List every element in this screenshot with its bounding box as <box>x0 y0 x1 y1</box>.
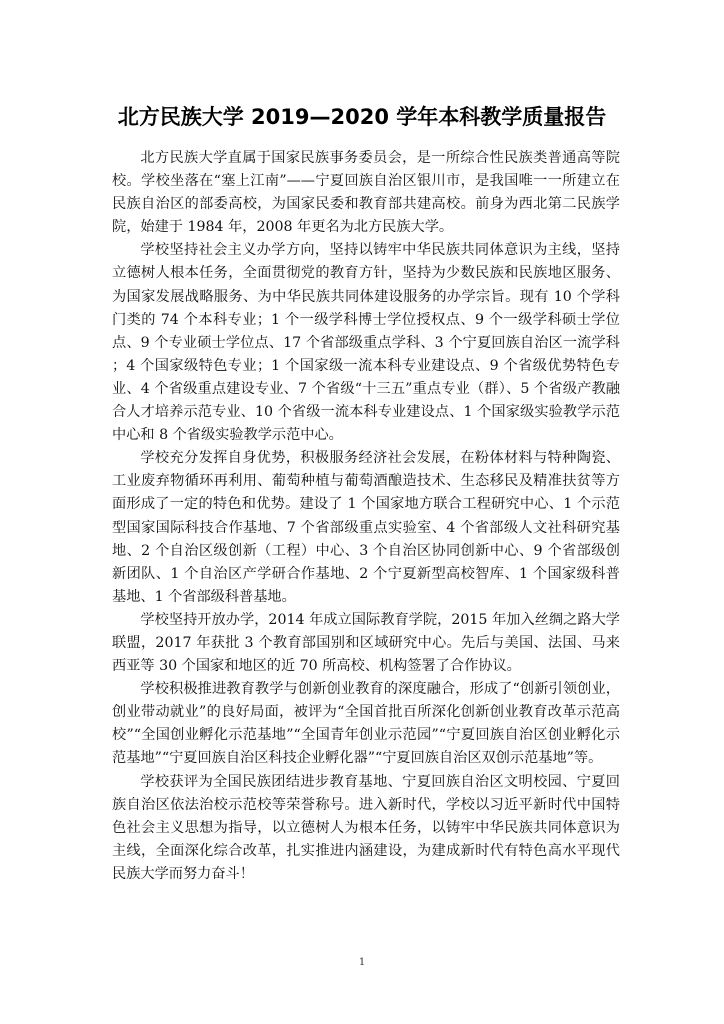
paragraph-disciplines: 学校坚持社会主义办学方向，坚持以铸牢中华民族共同体意识为主线，坚持立德树人根本任务，全面贯彻党的教育方针，坚持为少数民族和民族地区服务、为国家发展战略服务、为中华民族共同体建设服务的办学宗旨。现有 10 个学科门类的 74 个本科专业；1 个一级学科博士学位授权点、9 个一级学科硕士学位点、9 个专业硕士学位点、17 个省部级重点学科、3 个宁夏回族自治区一流学科；4 个国家级特色专业；1 个国家级一流本科专业建设点、9 个省级优势特色专业、4 个省级重点建设专业、7 个省级“十三五”重点专业（群）、5 个省级产教融合人才培养示范专业、10 个省级一流本科专业建设点、1 个国家级实验教学示范中心和 8 个省级实验教学示范中心。 <box>112 242 620 444</box>
document-body <box>112 147 620 886</box>
paragraph-honors: 学校获评为全国民族团结进步教育基地、宁夏回族自治区文明校园、宁夏回族自治区依法治校示范校等荣誉称号。进入新时代，学校以习近平新时代中国特色社会主义思想为指导，以立德树人为根本任务，以铸牢中华民族共同体意识为主线，全面深化综合改革，扎实推进内涵建设，为建成新时代有特色高水平现代民族大学而努力奋斗！ <box>112 773 620 882</box>
paragraph-introduction: 北方民族大学直属于国家民族事务委员会，是一所综合性民族类普通高等院校。学校坐落在“塞上江南”——宁夏回族自治区银川市，是我国唯一一所建立在民族自治区的部委高校，为国家民委和教育部共建高校。前身为西北第二民族学院，始建于 1984 年，2008 年更名为北方民族大学。 <box>112 150 620 236</box>
paragraph-international: 学校坚持开放办学，2014 年成立国际教育学院，2015 年加入丝绸之路大学联盟，2017 年获批 3 个教育部国别和区域研究中心。先后与美国、法国、马来西亚等 30 个国家和地区的近 70 所高校、机构签署了合作协议。 <box>112 611 620 675</box>
page-number: 1 <box>358 957 366 968</box>
paragraph-innovation: 学校积极推进教育教学与创新创业教育的深度融合，形成了“创新引领创业，创业带动就业”的良好局面，被评为“全国首批百所深化创新创业教育改革示范高校”“全国创业孵化示范基地”“全国青年创业示范园”“宁夏回族自治区创业孵化示范基地”“宁夏回族自治区科技企业孵化器”“宁夏回族自治区双创示范基地”等。 <box>112 681 620 767</box>
paragraph-research: 学校充分发挥自身优势，积极服务经济社会发展，在粉体材料与特种陶瓷、工业废弃物循环再利用、葡萄种植与葡萄酒酿造技术、生态移民及精准扶贫等方面形成了一定的特色和优势。建设了 1 个国家地方联合工程研究中心、1 个示范型国家国际科技合作基地、7 个省部级重点实验室、4 个省部级人文社科研究基地、2 个自治区级创新（工程）中心、3 个自治区协同创新中心、9 个省部级创新团队、1 个自治区产学研合作基地、2 个宁夏新型高校智库、1 个国家级科普基地、1 个省部级科普基地。 <box>112 450 620 605</box>
document-title: 北方民族大学 2019—2020 学年本科教学质量报告 <box>117 105 607 129</box>
